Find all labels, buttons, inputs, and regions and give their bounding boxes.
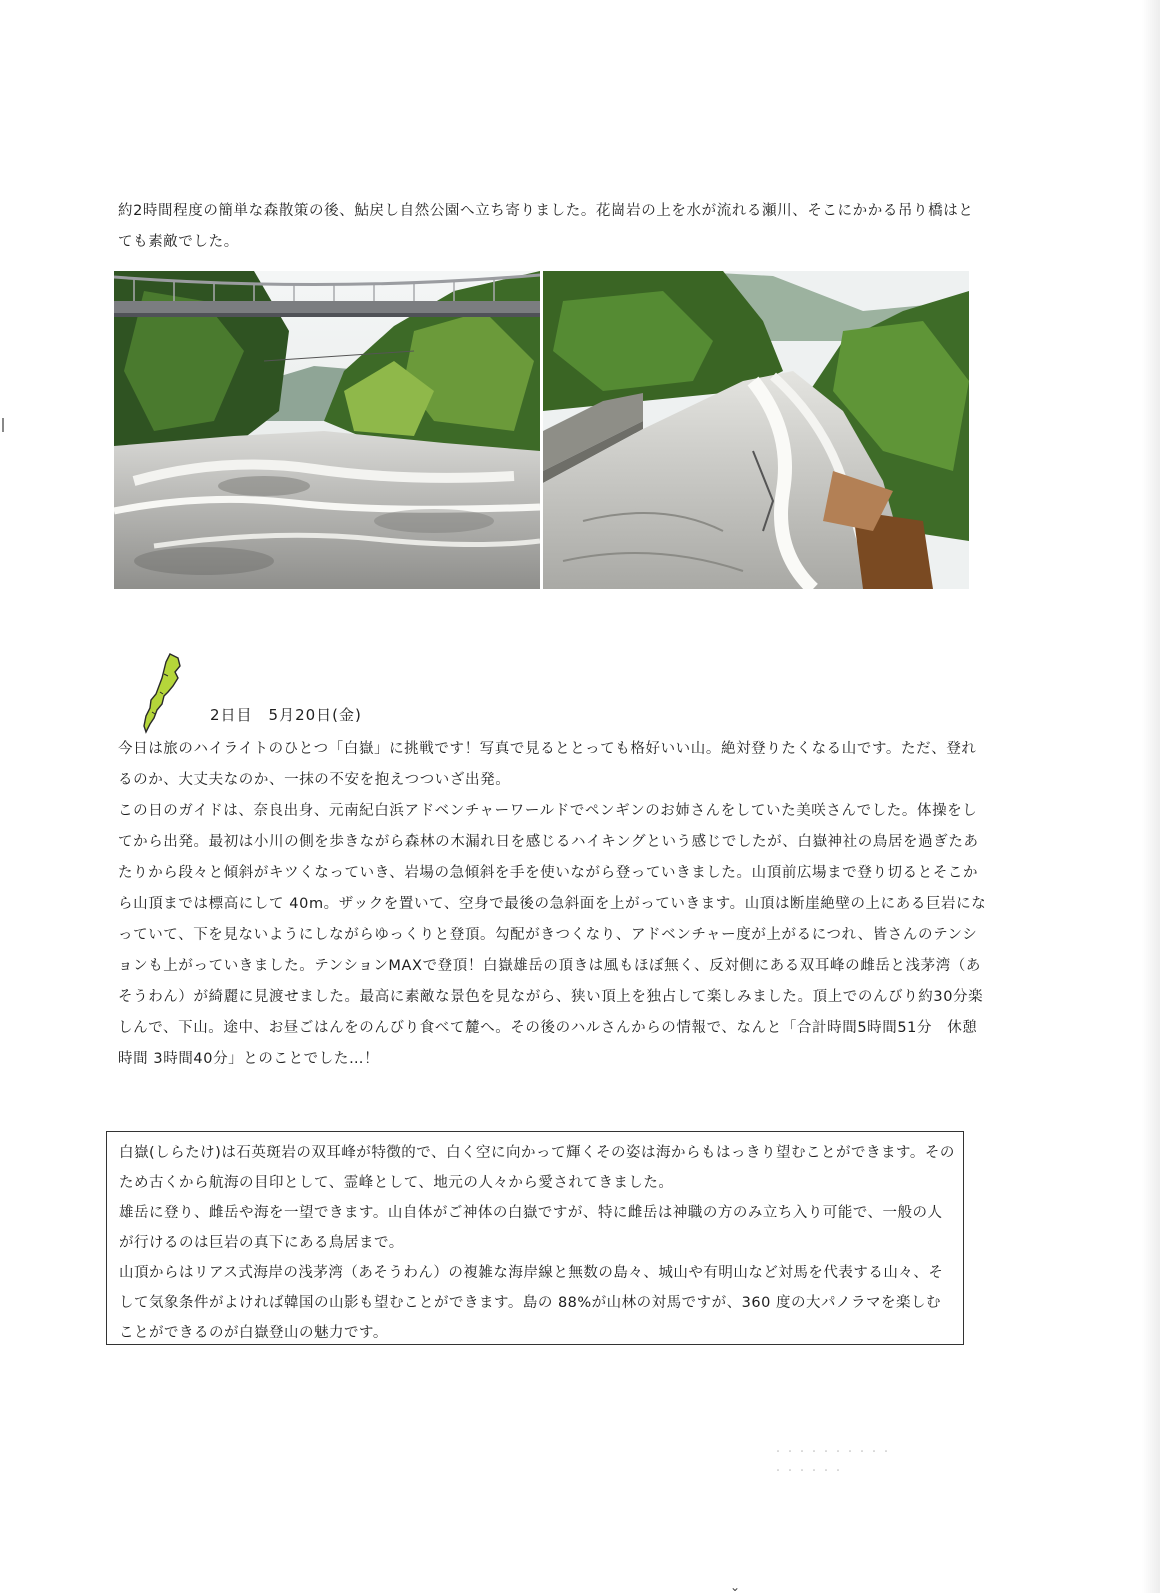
- tsushima-island-icon: [142, 652, 186, 738]
- info-box-text: [119, 1138, 955, 1348]
- granite-river-photo: [543, 271, 969, 589]
- info-paragraph: 山頂からはリアス式海岸の浅茅湾（あそうわん）の複雑な海岸線と無数の島々、城山や有明山など対馬を代表する山々、そして気象条件がよければ韓国の山影も望むことができます。島の 88%が山林の対馬ですが、360 度の大パノラマを楽しむことができるのが白嶽登山の魅力です。: [119, 1265, 944, 1341]
- intro-paragraph: 約2時間程度の簡単な森散策の後、鮎戻し自然公園へ立ち寄りました。花崗岩の上を水が流れる瀬川、そこにかかる吊り橋はとても素敵でした。: [118, 203, 974, 250]
- day2-paragraph: この日のガイドは、奈良出身、元南紀白浜アドベンチャーワールドでペンギンのお姉さんをしていた美咲さんでした。体操をしてから出発。最初は小川の側を歩きながら森林の木漏れ日を感じるハイキングという感じでしたが、白嶽神社の鳥居を過ぎたあたりから段々と傾斜がキツくなっていき、岩場の急傾斜を手を使いながら登っていきました。山頂前広場まで登り切るとそこから山頂までは標高にして 40m。ザックを置いて、空身で最後の急斜面を上がっていきます。山頂は断崖絶壁の上にある巨岩になっていて、下を見ないようにしながらゆっくりと登頂。勾配がきつくなり、アドベンチャー度が上がるにつれ、皆さんのテンションも上がっていきました。テンションMAXで登頂！白嶽雄岳の頂きは風もほぼ無く、反対側にある双耳峰の雌岳と浅茅湾（あそうわん）が綺麗に見渡せました。最高に素敵な景色を見ながら、狭い頂上を独占して楽しみました。頂上でのんびり約30分楽しんで、下山。途中、お昼ごはんをのんびり食べて麓へ。その後のハルさんからの情報で、なんと「合計時間5時間51分 休憩時間 3時間40分」とのことでした…！: [118, 803, 987, 1067]
- info-paragraph: 雄岳に登り、雌岳や海を一望できます。山自体がご神体の白嶽ですが、特に雌岳は神職の方のみ立ち入り可能で、一般の人が行けるのは巨岩の真下にある鳥居まで。: [119, 1205, 943, 1251]
- day2-heading: 2日目 5月20日(金): [210, 706, 362, 724]
- margin-mark: [2, 418, 4, 432]
- scan-mark: ⌄: [730, 1580, 741, 1594]
- faint-bleedthrough-text: ・・・・・・: [773, 1466, 845, 1477]
- day2-paragraph: 今日は旅のハイライトのひとつ「白嶽」に挑戦です！写真で見るととっても格好いい山。絶対登りたくなる山です。ただ、登れるのか、大丈夫なのか、一抹の不安を抱えつついざ出発。: [118, 741, 977, 788]
- page-edge-shadow: [1142, 0, 1160, 1593]
- info-paragraph: 白嶽(しらたけ)は石英斑岩の双耳峰が特徴的で、白く空に向かって輝くその姿は海からもはっきり望むことができます。そのため古くから航海の目印として、霊峰として、地元の人々から愛されてきました。: [119, 1145, 955, 1191]
- faint-bleedthrough-text: ・・・・・・・・・・: [773, 1447, 893, 1458]
- day2-body: [118, 734, 988, 1075]
- suspension-bridge-river-photo: [114, 271, 540, 589]
- shiratake-info-box: [106, 1131, 964, 1345]
